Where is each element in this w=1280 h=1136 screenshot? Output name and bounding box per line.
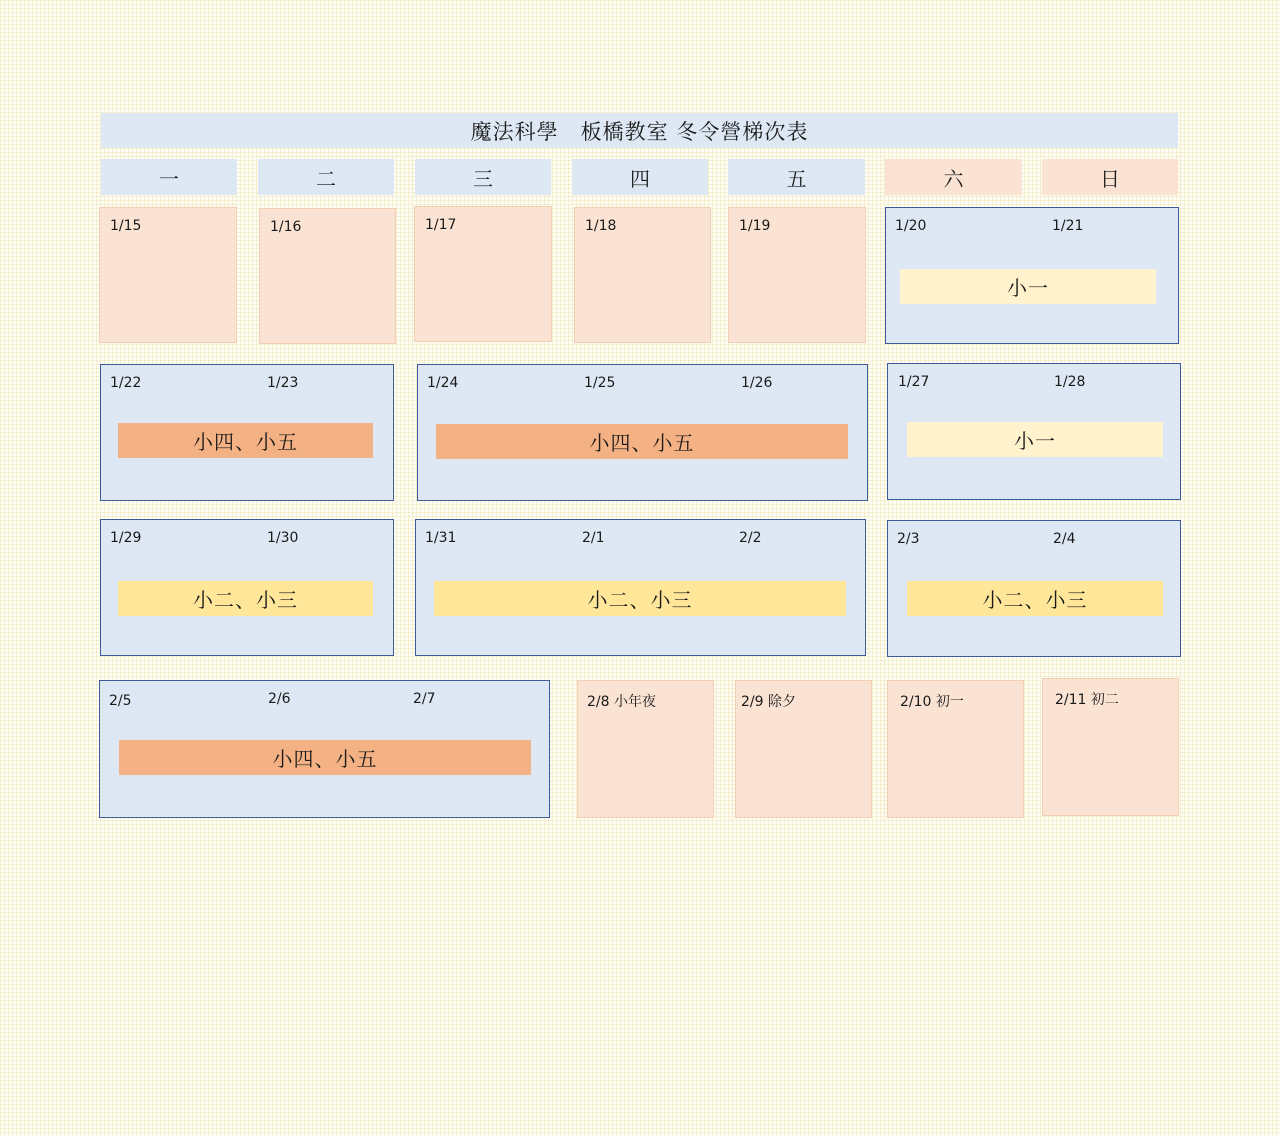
- date-label: 1/16: [270, 219, 302, 235]
- session-cell-0120-0121: [885, 207, 1179, 344]
- grade-bar-grade2-3: 小二、小三: [118, 581, 373, 616]
- date-label: 2/3: [897, 531, 920, 547]
- session-cell-0131-0202: [415, 519, 866, 656]
- date-label: 1/18: [585, 218, 617, 234]
- session-cell-0124-0126: [417, 364, 868, 501]
- day-cell-0116: [259, 208, 396, 344]
- date-label: 2/7: [413, 691, 436, 707]
- date-label: 2/11 初二: [1055, 692, 1119, 708]
- header-wed: 三: [415, 159, 551, 195]
- date-label: 2/5: [109, 693, 132, 709]
- date-label: 2/9 除夕: [741, 694, 796, 710]
- session-cell-0122-0123: [100, 364, 394, 501]
- date-label: 1/27: [898, 374, 930, 390]
- header-sun: 日: [1042, 159, 1178, 195]
- day-cell-0209: [735, 680, 872, 818]
- day-cell-0210: [887, 680, 1024, 818]
- day-cell-0211: [1042, 678, 1179, 816]
- date-label: 1/25: [584, 375, 616, 391]
- date-label: 1/21: [1052, 218, 1084, 234]
- date-label: 1/15: [110, 218, 142, 234]
- grade-bar-grade2-3: 小二、小三: [907, 581, 1163, 616]
- day-cell-0117: [414, 206, 552, 342]
- date-label: 2/4: [1053, 531, 1076, 547]
- date-label: 1/28: [1054, 374, 1086, 390]
- date-label: 2/2: [739, 530, 762, 546]
- date-label: 1/30: [267, 530, 299, 546]
- grade-bar-grade4-5: 小四、小五: [118, 423, 373, 458]
- schedule-title: 魔法科學 板橋教室 冬令營梯次表: [101, 113, 1178, 148]
- session-cell-0127-0128: [887, 363, 1181, 500]
- session-cell-0203-0204: [887, 520, 1181, 657]
- date-label: 2/1: [582, 530, 605, 546]
- day-cell-0119: [728, 207, 866, 343]
- session-cell-0205-0207: [99, 680, 550, 818]
- header-sat: 六: [885, 159, 1022, 195]
- date-label: 1/23: [267, 375, 299, 391]
- header-tue: 二: [258, 159, 394, 195]
- day-cell-0115: [99, 207, 237, 343]
- date-label: 2/6: [268, 691, 291, 707]
- date-label: 1/19: [739, 218, 771, 234]
- header-thu: 四: [572, 159, 708, 195]
- grade-bar-grade4-5: 小四、小五: [436, 424, 848, 459]
- day-cell-0118: [574, 207, 711, 343]
- grade-bar-grade1: 小一: [900, 269, 1156, 304]
- grade-bar-grade2-3: 小二、小三: [434, 581, 846, 616]
- date-label: 1/26: [741, 375, 773, 391]
- date-label: 1/31: [425, 530, 457, 546]
- date-label: 1/17: [425, 217, 457, 233]
- grade-bar-grade1: 小一: [907, 422, 1163, 457]
- date-label: 1/22: [110, 375, 142, 391]
- day-cell-0208: [577, 680, 714, 818]
- date-label: 1/24: [427, 375, 459, 391]
- date-label: 1/29: [110, 530, 142, 546]
- date-label: 2/10 初一: [900, 694, 964, 710]
- header-mon: 一: [101, 159, 237, 195]
- date-label: 1/20: [895, 218, 927, 234]
- header-fri: 五: [728, 159, 865, 195]
- grade-bar-grade4-5: 小四、小五: [119, 740, 531, 775]
- session-cell-0129-0130: [100, 519, 394, 656]
- date-label: 2/8 小年夜: [587, 694, 656, 710]
